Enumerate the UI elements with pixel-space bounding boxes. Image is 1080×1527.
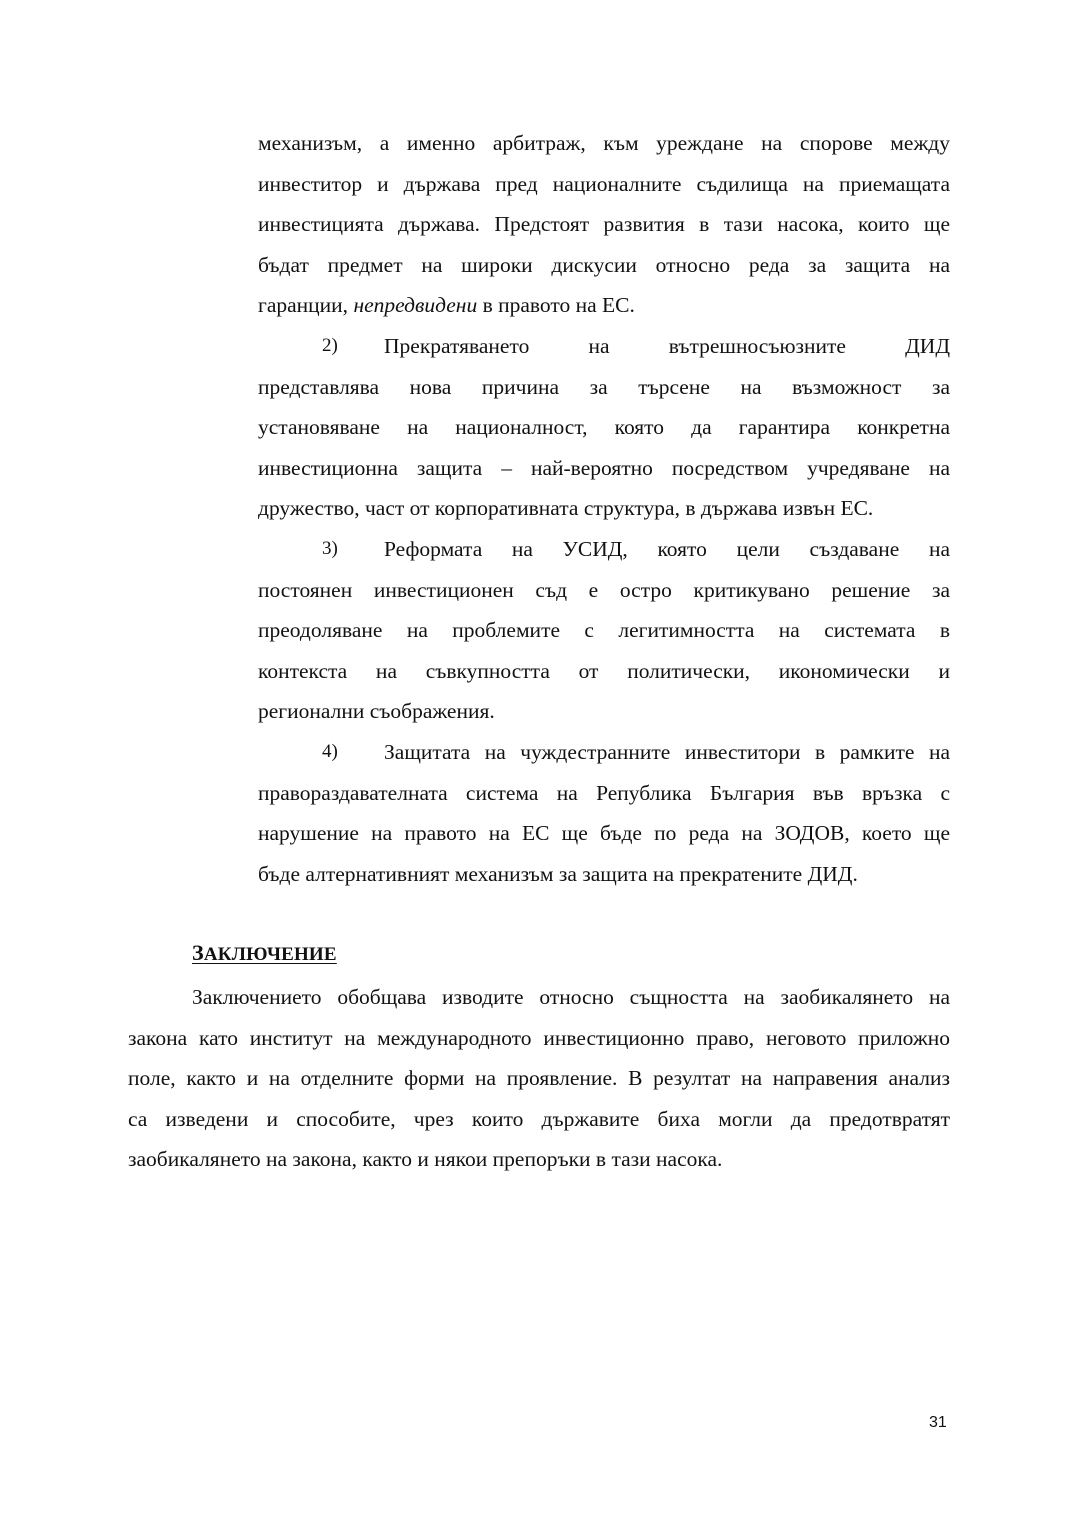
- text-line: [258, 732, 950, 773]
- text-line: нарушение на правото на ЕС ще бъде по реда на ЗОДОВ, което ще: [258, 821, 950, 846]
- numbered-item: [258, 326, 950, 529]
- text-line: правораздавателната система на Република България във връзка с: [258, 780, 950, 805]
- page-number: 31: [929, 1414, 947, 1431]
- text-line: поле, както и на отделните форми на проявление. В резултат на направения анализ: [128, 1066, 950, 1091]
- text-line: бъдат предмет на широки дискусии относно реда за защита на: [258, 252, 950, 277]
- body-text: [258, 123, 950, 894]
- italic-text: непредвидени: [353, 293, 478, 318]
- text-line: заобикалянето на закона, както и някои препоръки в тази насока.: [128, 1147, 723, 1172]
- numbered-item: [258, 529, 950, 732]
- text-line: инвеститор и държава пред националните съдилища на приемащата: [258, 171, 950, 196]
- text-line: постоянен инвестиционен съд е остро критикувано решение за: [258, 577, 950, 602]
- text-line: [258, 326, 950, 367]
- text-line: установяване на националност, която да гарантира конкретна: [258, 415, 950, 440]
- heading-rest: АКЛЮЧЕНИЕ: [203, 944, 337, 965]
- text-line: инвестиционна защита – най-вероятно посредством учредяване на: [258, 455, 950, 480]
- item-number: 3): [322, 537, 338, 559]
- text-line: закона като институт на международното инвестиционно право, неговото приложно: [128, 1025, 950, 1050]
- text-line: [258, 285, 950, 326]
- text-line: преодоляване на проблемите с легитимността на системата в: [258, 618, 950, 643]
- text-line: Заключението обобщава изводите относно същността на заобикалянето на: [192, 985, 950, 1009]
- item-number: 4): [322, 740, 338, 762]
- text-line: [258, 529, 950, 570]
- text-line: регионални съображения.: [258, 699, 495, 724]
- text-line: дружество, част от корпоративната структура, в държава извън ЕС.: [258, 496, 874, 521]
- text-span: в правото на ЕС.: [477, 293, 635, 318]
- text-line: механизъм, а именно арбитраж, към уреждане на спорове между: [258, 131, 950, 155]
- text-line: представлява нова причина за търсене на възможност за: [258, 374, 950, 399]
- conclusion-paragraph: [128, 977, 950, 1180]
- heading-initial: З: [192, 940, 204, 965]
- text-line: контекста на съвкупността от политически, икономически и: [258, 658, 950, 683]
- text-line: инвестицията държава. Предстоят развития в тази насока, които ще: [258, 212, 950, 237]
- item-text: Защитата на чуждестранните инвеститори в рамките на: [384, 739, 950, 764]
- item-number: 2): [322, 334, 338, 356]
- item-text: Прекратяването на вътрешносъюзните ДИД: [384, 333, 950, 358]
- numbered-item: [258, 732, 950, 894]
- section-heading-conclusion: [192, 940, 337, 966]
- text-line: бъде алтернативният механизъм за защита на прекратените ДИД.: [258, 861, 858, 886]
- text-span: гаранции,: [258, 293, 354, 318]
- item-text: Реформата на УСИД, която цели създаване на: [384, 536, 950, 561]
- text-line: са изведени и способите, чрез които държавите биха могли да предотвратят: [128, 1106, 950, 1131]
